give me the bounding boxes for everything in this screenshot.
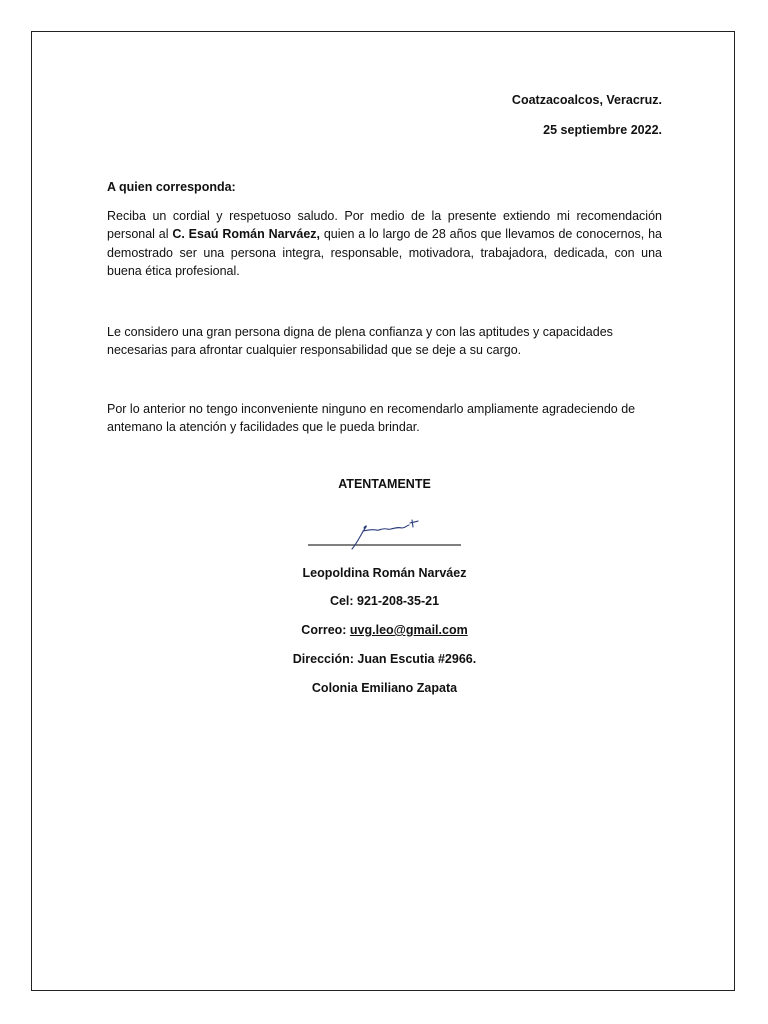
paragraph-closing <box>107 400 662 437</box>
recommended-person-name: C. Esaú Román Narváez, <box>172 227 320 242</box>
signer-phone: Cel: 921-208-35-21 <box>329 594 440 608</box>
paragraph-recommendation <box>107 207 662 281</box>
paragraph-3-line-2: antemano la atención y facilidades que le pueda brindar. <box>107 420 420 435</box>
signer-address: Dirección: Juan Escutia #2966. <box>292 652 477 666</box>
letter-greeting: A quien corresponda: <box>107 180 236 194</box>
signer-colony: Colonia Emiliano Zapata <box>311 681 458 695</box>
letter-place: Coatzacoalcos, Veracruz. <box>511 93 662 107</box>
closing-word: ATENTAMENTE <box>338 477 431 491</box>
paragraph-2-line-1: Le considero una gran persona digna de plena confianza y con las aptitudes y capacidades <box>107 325 613 339</box>
signer-name: Leopoldina Román Narváez <box>302 566 467 580</box>
paragraph-1-part-2: quien a lo largo de 28 años que llevamos de conocernos, ha demostrado ser una persona integra, responsable, motivadora, trabajadora, dedicada, con una buena ética profesional. <box>107 227 663 279</box>
paragraph-trust <box>107 323 662 360</box>
signer-email-row <box>107 623 662 637</box>
paragraph-2-line-2: necesarias para afrontar cualquier responsabilidad que se deje a su cargo. <box>107 343 522 358</box>
page-border <box>31 31 735 991</box>
paragraph-3-line-1: Por lo anterior no tengo inconveniente ninguno en recomendarlo ampliamente agradeciendo de <box>107 402 636 416</box>
paragraph-1-part-1: Reciba un cordial y respetuoso saludo. Por medio de la presente extiendo mi recomendación personal al <box>107 209 662 242</box>
letter-date: 25 septiembre 2022. <box>543 123 662 137</box>
signer-email-label: Correo: <box>301 623 350 637</box>
handwritten-signature <box>306 518 463 550</box>
signer-email-link[interactable]: uvg.leo@gmail.com <box>349 623 468 637</box>
